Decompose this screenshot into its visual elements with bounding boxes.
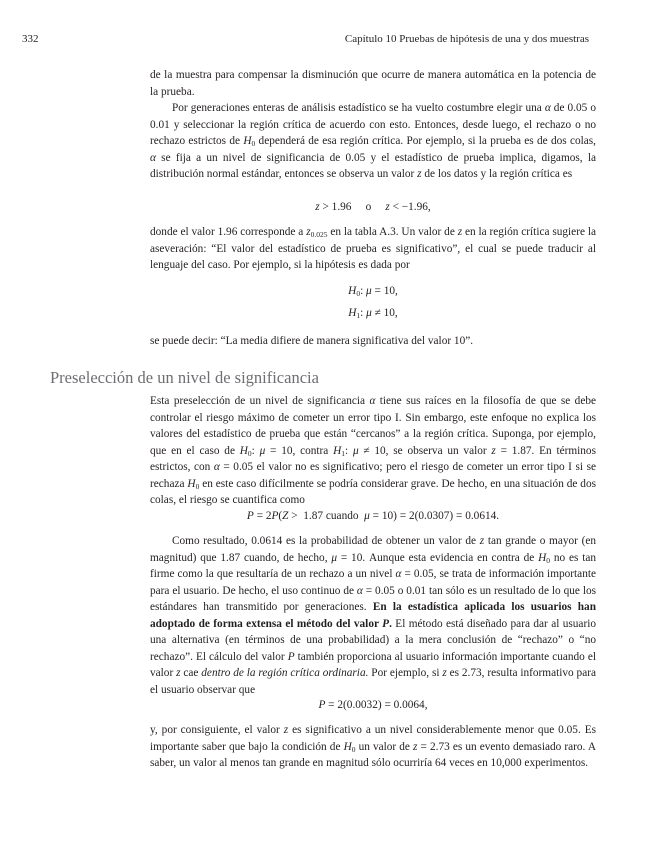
- paragraph-block-intro: [150, 67, 596, 183]
- section-title: Preselección de un nivel de significancia: [50, 368, 319, 387]
- paragraph-preselection: Esta preselección de un nivel de significancia α tiene sus raíces en la filosofía de que se debe controlar el riesgo máximo de cometer un error tipo I. Sin embargo, este enfoque no explica los valores del estadístico de prueba que están “cercanos” a la región crítica. Suponga, por ejemplo, que en el caso de $H_0$: μ = 10, contra $H_1$: μ ≠ 10, se observa un valor z = 1.87. En términos estrictos, con α = 0.05 el valor no es significativo; pero el riesgo de cometer un error tipo I si se rechaza $H_0$ en este caso difícilmente se podría considerar grave. De hecho, en una situación de dos colas, el riesgo se cuantifica como: [150, 395, 596, 506]
- paragraph-block-significance: [150, 224, 596, 274]
- paragraph-block-final: [150, 722, 596, 772]
- paragraph-alpha-convention: Por generaciones enteras de análisis estadístico se ha vuelto costumbre elegir una α de 0.05 o 0.01 y seleccionar la región crítica de acuerdo con esto. Entonces, desde luego, el rechazo o no rechazo estrictos de $H_0$ dependerá de esa región crítica. Por ejemplo, si la prueba es de dos colas, α se fija a un nivel de significancia de 0.05 y el estadístico de prueba implica, digamos, la distribución normal estándar, entonces se observa un valor z de los datos y la región crítica es: [150, 102, 596, 180]
- paragraph-block-result: [150, 533, 596, 698]
- running-head: Capítulo 10 Pruebas de hipótesis de una y dos muestras: [344, 33, 589, 45]
- equation-p-value-1: P = 2P(Z > 1.87 cuando μ = 10) = 2(0.0307) = 0.0614.: [246, 510, 500, 522]
- paragraph-p-value-approach: Como resultado, 0.0614 es la probabilidad de obtener un valor de z tan grande o mayor (en magnitud) que 1.87 cuando, de hecho, μ = 10. Aunque esta evidencia en contra de $H_0$ no es tan firme como la que resultaría de un rechazo a un nivel α = 0.05, se trata de información importante para el usuario. De hecho, el uso continuo de α = 0.05 o 0.01 tan sólo es un resultado de lo que los estándares han transmitido por generaciones. En la estadística aplicada los usuarios han adoptado de forma extensa el método del valor P. El método está diseñado para dar al usuario una alternativa (en términos de una probabilidad) a la mera conclusión de “rechazo” o “no rechazo”. El cálculo del valor P también proporciona al usuario información importante cuando el valor z cae dentro de la región crítica ordinaria. Por ejemplo, si z es 2.73, resulta informativo para el usuario observar que: [150, 535, 596, 696]
- equation-p-value-2: P = 2(0.0032) = 0.0064,: [318, 699, 428, 711]
- equation-critical-region: z > 1.96 o z < −1.96,: [315, 201, 431, 213]
- equation-h0: $H_0$: μ = 10,: [348, 285, 398, 298]
- page-number: 332: [22, 33, 39, 45]
- paragraph-significant-value: donde el valor 1.96 corresponde a $z_{0.025}$ en la tabla A.3. Un valor de z en la región crítica sugiere la aseveración: “El valor del estadístico de prueba es significativo”, el cual se puede traducir al lenguaje del caso. Por ejemplo, si la hipótesis es dada por: [150, 226, 596, 271]
- equation-h1: $H_1$: μ ≠ 10,: [348, 307, 398, 320]
- paragraph-continuation: de la muestra para compensar la disminución que ocurre de manera automática en la potencia de la prueba.: [150, 69, 596, 98]
- paragraph-rare-event: y, por consiguiente, el valor z es significativo a un nivel considerablemente menor que 0.05. Es importante saber que bajo la condición de $H_0$ un valor de z = 2.73 es un evento demasiado raro. A saber, un valor al menos tan grande en magnitud sólo ocurriría 64 veces en 10,000 experimentos.: [150, 724, 596, 769]
- paragraph-block-conclusion: [150, 333, 596, 350]
- paragraph-mean-differs: se puede decir: “La media difiere de manera significativa del valor 10”.: [150, 335, 474, 347]
- paragraph-block-preselection: [150, 393, 596, 509]
